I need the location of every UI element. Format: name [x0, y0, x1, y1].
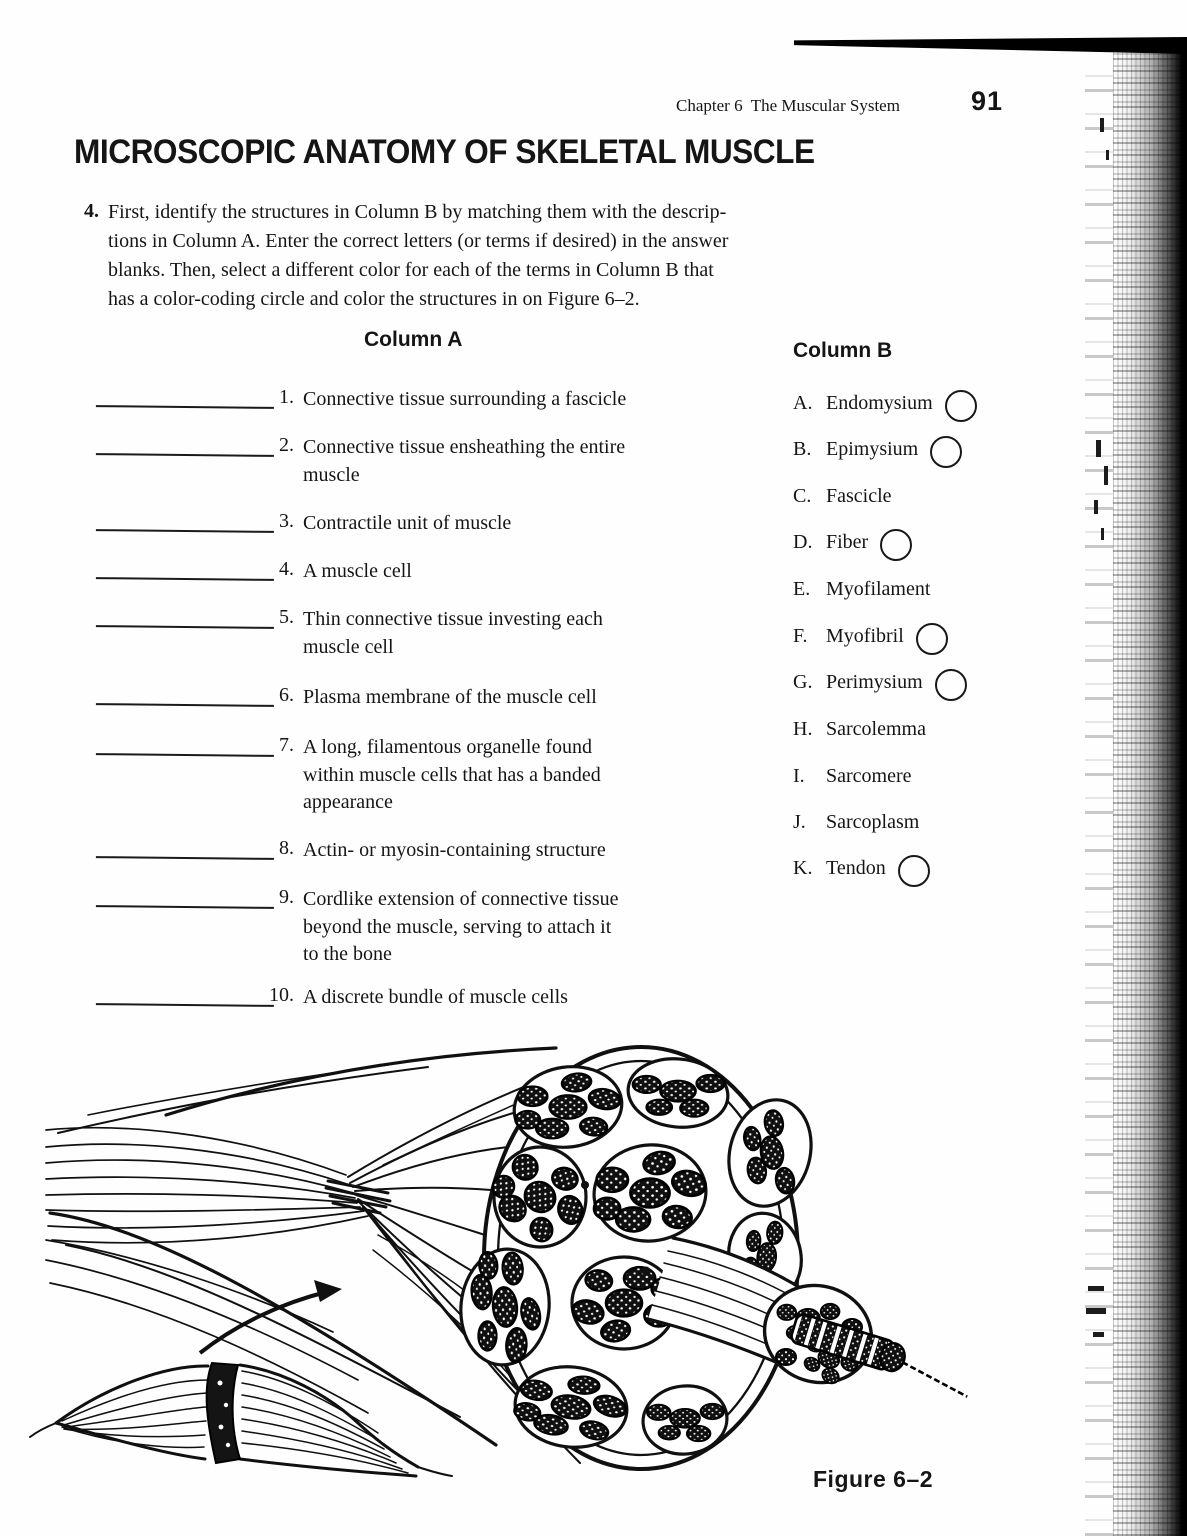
scan-speck [1094, 500, 1098, 514]
color-coding-circle[interactable] [945, 390, 977, 422]
column-b-item [793, 671, 967, 701]
item-letter: G. [793, 671, 813, 693]
question-number: 4. [84, 200, 99, 222]
term-label: Myofilament [826, 578, 931, 600]
column-b-item [793, 578, 930, 601]
term-label: Endomysium [826, 392, 933, 414]
book-binding-edge [1113, 40, 1187, 1536]
answer-blank[interactable] [96, 512, 274, 533]
term-label: Fascicle [826, 485, 892, 507]
scan-speck [1101, 528, 1104, 540]
answer-blank[interactable] [96, 736, 274, 757]
answer-blank[interactable] [96, 986, 274, 1007]
column-b-item [793, 438, 962, 468]
item-number: 7. [279, 734, 294, 756]
column-b-item [793, 392, 977, 422]
column-b-item [793, 765, 912, 788]
scan-speck [1088, 1286, 1104, 1291]
item-letter: K. [793, 857, 813, 879]
item-text: A muscle cell [303, 560, 412, 582]
answer-blank[interactable] [96, 388, 274, 409]
item-text: Connective tissue ensheathing the entire muscle [303, 436, 626, 486]
term-label: Sarcomere [826, 765, 912, 787]
color-coding-circle[interactable] [930, 436, 962, 468]
term-label: Sarcolemma [826, 718, 926, 740]
scan-speck [1104, 466, 1108, 485]
question-text: First, identify the structures in Column B by matching them with the descrip- tions in Column A. Enter the correct letters (or terms if desired) in the answer blanks. Then, select a different color for each of the terms in Column B that has a color-coding circle and color the structures in on Figure 6–2. [108, 201, 729, 310]
item-number: 8. [279, 837, 294, 859]
term-label: Tendon [826, 857, 886, 879]
scan-speck [1100, 118, 1104, 132]
answer-blank[interactable] [96, 608, 274, 629]
column-b-item [793, 625, 948, 655]
item-text: Thin connective tissue investing each muscle cell [303, 608, 603, 658]
answer-blank[interactable] [96, 560, 274, 581]
scan-speck [1093, 1332, 1104, 1337]
item-number: 6. [279, 684, 294, 706]
item-letter: F. [793, 625, 808, 647]
item-number: 2. [279, 434, 294, 456]
item-text: A discrete bundle of muscle cells [303, 986, 568, 1008]
item-letter: C. [793, 485, 812, 507]
color-coding-circle[interactable] [935, 669, 967, 701]
section-title: MICROSCOPIC ANATOMY OF SKELETAL MUSCLE [74, 133, 815, 171]
figure-caption: Figure 6–2 [813, 1466, 934, 1492]
column-b-item [793, 531, 912, 561]
page-number: 91 [971, 86, 1004, 116]
item-text: Actin- or myosin-containing structure [303, 839, 606, 861]
question-4 [84, 198, 728, 314]
answer-blank[interactable] [96, 686, 274, 707]
item-letter: I. [793, 765, 805, 787]
item-number: 1. [279, 386, 294, 408]
item-number: 5. [279, 606, 294, 628]
figure-6-2-illustration [28, 1035, 978, 1505]
column-b-item [793, 811, 919, 834]
item-text: Connective tissue surrounding a fascicle [303, 388, 627, 410]
item-letter: A. [793, 392, 813, 414]
item-text: Contractile unit of muscle [303, 512, 512, 534]
item-letter: D. [793, 531, 813, 553]
answer-blank[interactable] [96, 839, 274, 860]
column-a-heading: Column A [364, 328, 463, 351]
term-label: Myofibril [826, 625, 904, 647]
item-number: 3. [279, 510, 294, 532]
scan-speck [1096, 440, 1101, 457]
answer-blank[interactable] [96, 888, 274, 909]
scan-speck [1086, 1308, 1106, 1314]
item-number: 9. [279, 886, 294, 908]
term-label: Epimysium [826, 438, 919, 460]
item-letter: H. [793, 718, 813, 740]
item-text: Cordlike extension of connective tissue beyond the muscle, serving to attach it to the bone [303, 888, 619, 965]
term-label: Fiber [826, 531, 869, 553]
item-text: Plasma membrane of the muscle cell [303, 686, 597, 708]
column-b-item [793, 485, 892, 508]
item-text: A long, filamentous organelle found within muscle cells that has a banded appearance [303, 736, 601, 813]
scan-speck [1106, 150, 1109, 160]
chapter-header: Chapter 6 The Muscular System [676, 96, 900, 115]
column-b-item [793, 718, 926, 741]
color-coding-circle[interactable] [880, 529, 912, 561]
color-coding-circle[interactable] [916, 623, 948, 655]
column-b-heading: Column B [793, 339, 893, 362]
color-coding-circle[interactable] [898, 855, 930, 887]
item-letter: J. [793, 811, 806, 833]
item-letter: B. [793, 438, 812, 460]
answer-blank[interactable] [96, 436, 274, 457]
column-b-item [793, 857, 930, 887]
item-letter: E. [793, 578, 811, 600]
term-label: Perimysium [826, 671, 923, 693]
term-label: Sarcoplasm [826, 811, 920, 833]
item-number: 4. [279, 558, 294, 580]
item-number: 10. [269, 984, 294, 1006]
